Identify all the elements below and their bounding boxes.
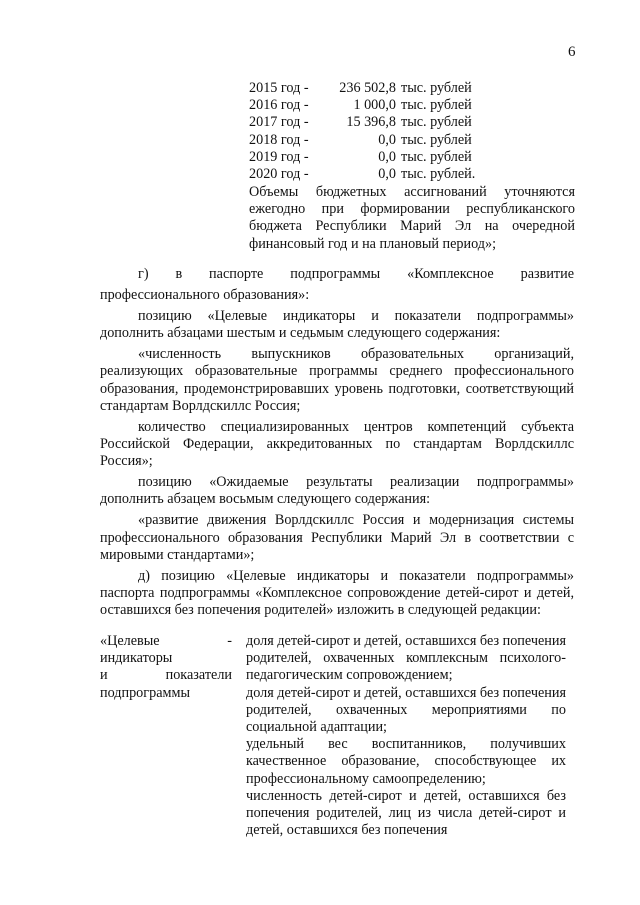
budget-amount: 0,0 [378, 131, 396, 148]
budget-row [249, 166, 475, 183]
budget-row [249, 97, 475, 114]
paragraph-d: д) позицию «Целевые индикаторы и показатели подпрограммы» паспорта подпрограммы «Комплексное сопровождение детей-сирот и детей, оставшихся без попечения родителей» изложить в следующей редакции: [100, 567, 574, 619]
budget-table [249, 80, 475, 183]
budget-unit: тыс. рублей [401, 148, 472, 165]
paragraph: «развитие движения Ворлдскиллс Россия и модернизация системы профессионального образования Республики Марий Эл в соответствии с мировыми стандартами»; [100, 512, 574, 563]
budget-row [249, 149, 475, 166]
paragraph: «численность выпускников образовательных организаций, реализующих образовательные программы среднего профессионального образования, продемонстрировавших уровень подготовки, соответствующий стандартам Ворлдскиллс Россия; [100, 346, 574, 414]
budget-amount: 0,0 [378, 148, 396, 165]
paragraph: количество специализированных центров компетенций субъекта Российской Федерации, аккредитованных по стандартам Ворлдскиллс Россия»; [100, 418, 574, 470]
target-label [100, 633, 232, 702]
budget-unit: тыс. рублей [401, 131, 472, 148]
budget-row [249, 132, 475, 149]
indicator-item: удельный вес воспитанников, получивших качественное образование, способствующее их профессиональному самоопределению; [246, 736, 566, 787]
budget-year: 2015 год - [249, 80, 309, 96]
paragraph-g-heading-cont: профессионального образования»: [100, 287, 310, 303]
budget-note: Объемы бюджетных ассигнований уточняются ежегодно при формировании республиканского бюджета Республики Марий Эл на очередной финансовый год и на плановый период»; [249, 184, 575, 252]
budget-amount: 15 396,8 [346, 114, 396, 131]
paragraph: позицию «Целевые индикаторы и показатели подпрограммы» дополнить абзацами шестым и седьмым следующего содержания: [100, 308, 574, 342]
budget-row [249, 80, 475, 97]
amendment-body [100, 266, 574, 623]
budget-year: 2019 год - [249, 148, 309, 165]
label-dash: - [227, 633, 232, 649]
page-number: 6 [568, 44, 576, 60]
label-word: подпрограммы [100, 684, 190, 701]
budget-year: 2020 год - [249, 165, 309, 182]
label-word: и [100, 667, 108, 684]
budget-unit: тыс. рублей. [401, 165, 476, 182]
label-word: «Целевые [100, 633, 160, 649]
budget-amount: 0,0 [378, 165, 396, 182]
indicator-item: доля детей-сирот и детей, оставшихся без попечения родителей, охваченных мероприятиями по социальной адаптации; [246, 684, 566, 736]
label-word: показатели [165, 667, 232, 684]
indicator-item: доля детей-сирот и детей, оставшихся без попечения родителей, охваченных комплексным психолого-педагогическим сопровождением; [246, 633, 566, 684]
label-word: индикаторы [100, 650, 173, 667]
budget-amount: 1 000,0 [353, 97, 396, 114]
budget-unit: тыс. рублей [401, 80, 472, 96]
paragraph: позицию «Ожидаемые результаты реализации подпрограммы» дополнить абзацем восьмым следующего содержания: [100, 474, 574, 508]
budget-row [249, 114, 475, 131]
budget-unit: тыс. рублей [401, 97, 472, 114]
budget-year: 2018 год - [249, 131, 309, 148]
budget-year: 2017 год - [249, 114, 309, 131]
budget-unit: тыс. рублей [401, 114, 472, 131]
budget-year: 2016 год - [249, 97, 309, 114]
target-list [246, 633, 566, 839]
paragraph-g-heading: г) в паспорте подпрограммы «Комплексное развитие [138, 266, 574, 282]
indicator-item: численность детей-сирот и детей, оставшихся без попечения родителей, лиц из числа детей-сирот и детей, оставшихся без попечения [246, 787, 566, 839]
budget-amount: 236 502,8 [339, 80, 396, 96]
